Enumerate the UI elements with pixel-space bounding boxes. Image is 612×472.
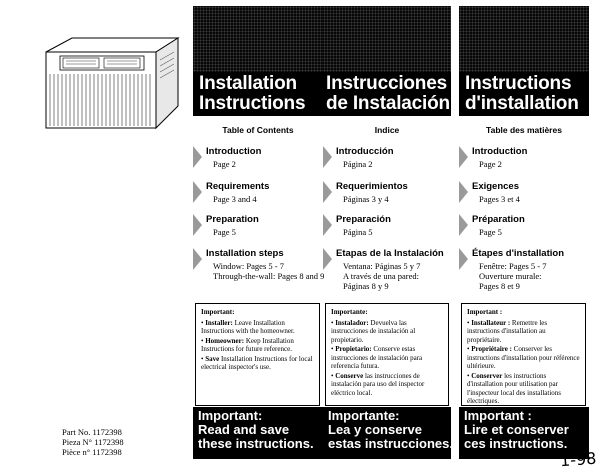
- entry-page: Page 5: [479, 227, 502, 237]
- important-item: • Conserver les instructions d'installation pour utilisation par l'inspecteur local des installations électriques.: [467, 371, 561, 405]
- important-box: [195, 303, 320, 406]
- arrow-icon: [193, 146, 202, 168]
- entry-page: Page 2: [479, 159, 502, 169]
- entry-heading: Preparación: [336, 214, 391, 225]
- arrow-icon: [323, 214, 332, 236]
- arrow-icon: [323, 181, 332, 203]
- arrow-icon: [193, 214, 202, 236]
- column-title: Installation Instructions: [199, 73, 306, 114]
- arrow-icon: [459, 146, 468, 168]
- entry-heading: Étapes d'installation: [472, 248, 564, 259]
- entry-page: Páginas 3 y 4: [343, 194, 389, 204]
- important-item: • Propietario: Conserve estas instrucciones de instalación para referencia futura.: [331, 345, 423, 370]
- arrow-icon: [193, 248, 202, 270]
- entry-heading: Requerimientos: [336, 181, 408, 192]
- toc-label: Table of Contents: [222, 125, 294, 135]
- important-item: • Installateur : Remettre les instructions d'installation au propriétaire.: [467, 318, 548, 344]
- arrow-icon: [459, 181, 468, 203]
- column-title: Instrucciones de Instalación: [326, 73, 450, 114]
- entry-pages: Window: Pages 5 - 7 Through-the-wall: Pages 8 and 9: [213, 261, 325, 281]
- part-numbers: Part No. 1172398 Pieza N° 1172398 Pièce n° 1172398: [62, 427, 124, 457]
- entry-heading: Préparation: [472, 214, 525, 225]
- arrow-icon: [323, 146, 332, 168]
- handwritten-date-note: 1-98: [559, 448, 597, 471]
- toc-label: Indice: [374, 125, 400, 135]
- important-item: • Instalador: Devuelva las instrucciones de instalación al propietario.: [331, 318, 416, 344]
- save-instructions-banner: Important : Lire et conserver ces instructions.: [459, 407, 589, 459]
- important-item: • Propriétaire : Conserver les instructions d'installation pour référence ultérieure.: [467, 345, 580, 370]
- important-item: • Installer: Leave Installation Instructions with the homeowner.: [201, 318, 295, 335]
- entry-heading: Introduction: [206, 146, 262, 157]
- save-instructions-banner: Important: Read and save these instructions.: [193, 407, 323, 459]
- entry-page: Página 5: [343, 227, 373, 237]
- entry-heading: Preparation: [206, 214, 259, 225]
- entry-page: Page 3 and 4: [213, 194, 257, 204]
- entry-page: Page 2: [213, 159, 236, 169]
- entry-page: Página 2: [343, 159, 373, 169]
- important-box: [325, 303, 449, 406]
- toc-label: Table des matières: [486, 125, 562, 135]
- important-item: • Homeowner: Keep Installation Instructions for future reference.: [201, 336, 294, 353]
- important-box: [461, 303, 586, 406]
- entry-heading: Etapas de la Instalación: [336, 248, 444, 259]
- arrow-icon: [459, 214, 468, 236]
- column-title: Instructions d'installation: [465, 73, 579, 114]
- important-title: Important :: [467, 308, 503, 316]
- important-title: Importante:: [331, 308, 368, 316]
- save-instructions-banner: Importante: Lea y conserve estas instrucciones.: [323, 407, 451, 459]
- entry-pages: Fenêtre: Pages 5 - 7 Ouverture murale: Pages 8 et 9: [479, 261, 547, 291]
- arrow-icon: [459, 248, 468, 270]
- entry-heading: Introducción: [336, 146, 394, 157]
- entry-heading: Installation steps: [206, 248, 284, 259]
- entry-heading: Exigences: [472, 181, 519, 192]
- entry-pages: Ventana: Páginas 5 y 7 A través de una pared: Páginas 8 y 9: [343, 261, 421, 291]
- entry-heading: Requirements: [206, 181, 270, 192]
- arrow-icon: [323, 248, 332, 270]
- entry-heading: Introduction: [472, 146, 528, 157]
- arrow-icon: [193, 181, 202, 203]
- important-item: • Conserve las instrucciones de instalación para uso del inspector eléctrico local.: [331, 371, 425, 397]
- entry-page: Pages 3 et 4: [479, 194, 520, 204]
- important-title: Important:: [201, 308, 235, 316]
- important-item: • Save Installation Instructions for local electrical inspector's use.: [201, 354, 313, 371]
- air-conditioner-illustration: [26, 30, 186, 142]
- entry-page: Page 5: [213, 227, 236, 237]
